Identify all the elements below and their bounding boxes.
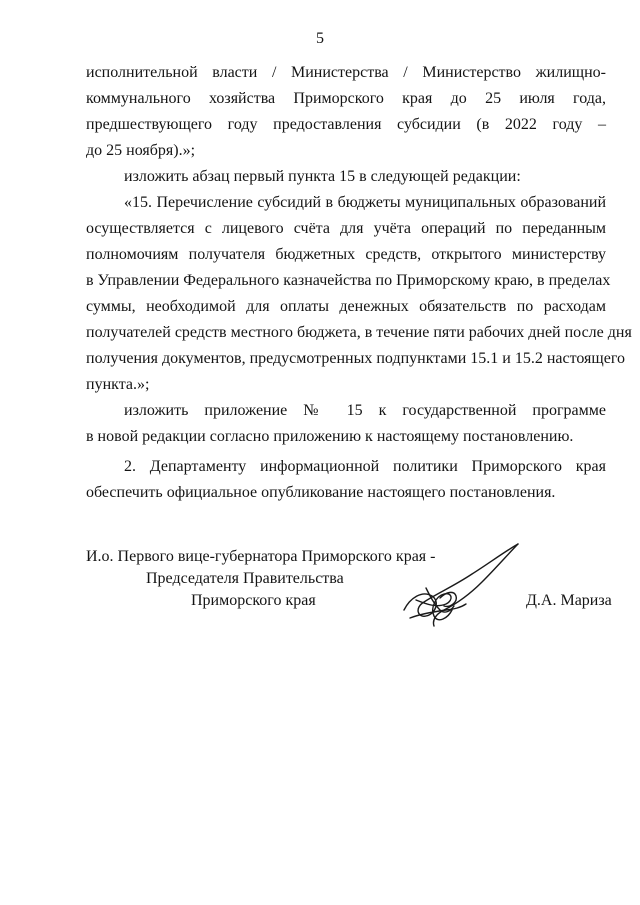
paragraph-amend-instruction (86, 164, 606, 190)
text-line: изложить абзац первый пункта 15 в следующей редакции: (124, 168, 521, 185)
signatory-position-line-2: Председателя Правительства (146, 570, 344, 587)
paragraph-appendix-instruction (86, 398, 606, 450)
paragraph-publication (86, 454, 606, 506)
text-line: суммы, необходимой для оплаты денежных обязательств по расходам (86, 298, 606, 315)
text-line: «15. Перечисление субсидий в бюджеты муниципальных образований (124, 194, 606, 211)
paragraph-clause-15 (86, 190, 632, 398)
text-line: изложить приложение № 15 к государственной программе (124, 402, 606, 419)
text-line: предшествующего году предоставления субсидии (в 2022 году – (86, 116, 606, 133)
text-line: 2. Департаменту информационной политики Приморского края (124, 458, 606, 475)
text-line: обеспечить официальное опубликование настоящего постановления. (86, 484, 556, 501)
signatory-position-line-1: И.о. Первого вице-губернатора Приморского края - (86, 548, 436, 565)
text-line: в новой редакции согласно приложению к настоящему постановлению. (86, 428, 574, 445)
paragraph-continuation (86, 60, 606, 164)
text-line: осуществляется с лицевого счёта для учёта операций по переданным (86, 220, 606, 237)
handwritten-signature (396, 538, 526, 633)
text-line: получения документов, предусмотренных подпунктами 15.1 и 15.2 настоящего (86, 350, 625, 367)
signatory-name: Д.А. Мариза (526, 592, 612, 609)
text-line: коммунального хозяйства Приморского края до 25 июля года, (86, 90, 606, 107)
text-line: в Управлении Федерального казначейства по Приморскому краю, в пределах (86, 272, 611, 289)
text-line: пункта.»; (86, 376, 150, 393)
signature-block (86, 546, 616, 626)
text-line: исполнительной власти / Министерства / Министерство жилищно- (86, 64, 606, 81)
page-number: 5 (316, 30, 324, 47)
text-line: получателей средств местного бюджета, в течение пяти рабочих дней после дня (86, 324, 632, 341)
text-line: полномочиям получателя бюджетных средств, открытого министерству (86, 246, 606, 263)
signatory-position-line-3: Приморского края (191, 592, 316, 609)
document-body (86, 60, 632, 506)
text-line: до 25 ноября).»; (86, 142, 196, 159)
